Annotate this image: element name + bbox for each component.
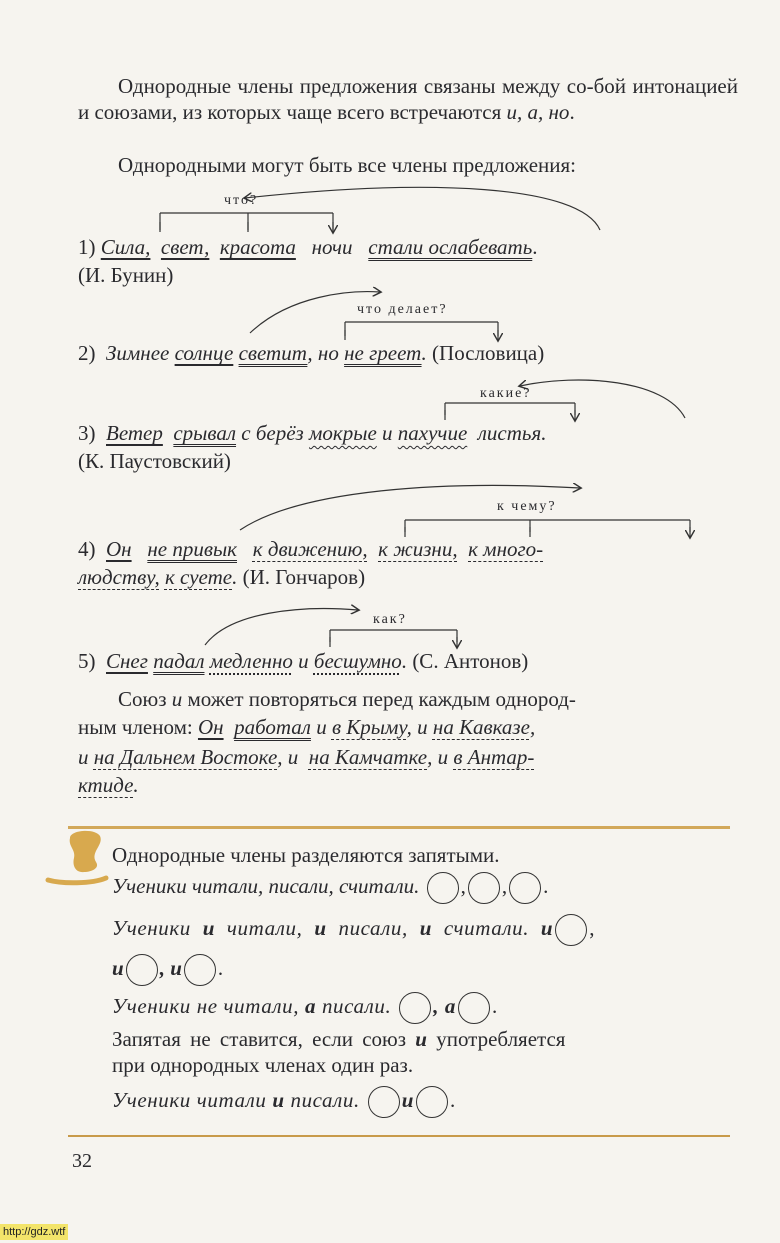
ex3-word: листья. [477,421,547,445]
ex1-author: (И. Бунин) [78,263,174,287]
rule-conj: и [202,915,216,940]
ex3-word: пахучие [397,421,468,445]
circle-icon [184,954,216,986]
ex4-word: к движению, [252,537,368,561]
rule-conj: и [112,955,124,980]
rule-example-2-line-2: и , и . [112,954,223,986]
circle-icon [399,992,431,1024]
ex4-word: к много- [468,537,544,561]
rule-conj: а [304,993,317,1018]
circle-icon [468,872,500,904]
ex1-word: ночи [311,235,353,259]
ex4-period: . [232,565,238,589]
rule-example-3: Ученики не читали, а писали. , а . [112,992,498,1024]
ex2-word: солнце [174,341,234,365]
ex5-author: (С. Антонов) [412,649,529,673]
union-predicate: работал [234,715,311,739]
rule-conj: и [540,915,554,940]
ex2-question: что делает? [357,302,448,317]
rule-title: Однородные члены разделяются запятыми. [112,843,500,867]
union-adverbial: в Крыму [331,715,407,739]
union-text: может повторяться перед каждым однород- [182,687,576,711]
union-adverbial: в Антар- [453,745,535,769]
ex5-word: бесшумно [313,649,402,673]
ex5-word: и [298,649,309,673]
ex1-question: что? [224,193,259,208]
union-period: . [133,773,139,797]
union-conj: и [171,687,183,711]
ex3-word: с берёз [241,421,304,445]
union-conj: , и [406,715,428,739]
watermark-link[interactable]: http://gdz.wtf [0,1224,68,1240]
ex5-word: падал [153,649,205,673]
ex5-number: 5) [78,649,96,673]
ex2-word: не греет [344,341,422,365]
union-adverbial: на Дальнем Востоке [93,745,278,769]
circle-icon [427,872,459,904]
ex3-number: 3) [78,421,96,445]
ex5-word: Снег [106,649,148,673]
intro-paragraph-2: Однородными могут быть все члены предложения: [118,153,576,177]
rule-text: писали. [321,993,392,1018]
circle-icon [368,1086,400,1118]
rule-text: Запятая не ставится, если союз [112,1027,407,1051]
rule-example-2: Ученики и читали, и писали, и считали. и , [112,914,595,946]
ex3-word: Ветер [106,421,163,445]
ex1-word: свет, [160,235,210,259]
rule-conj: , а [433,993,456,1018]
rule-conj: и [314,915,327,940]
ex4-number: 4) [78,537,96,561]
rule-text: Ученики не читали, [112,993,300,1018]
ex2-word: светит [238,341,308,365]
ex3-author: (К. Паустовский) [78,449,231,473]
ex1-word: Сила, [100,235,151,259]
ex2-period: . [421,341,427,365]
ex3-question: какие? [480,386,532,401]
union-subject: Он [197,715,224,739]
rule-note-line-1 [112,1026,565,1052]
rule-text: Ученики читали, писали, считали. [112,873,420,898]
union-conj: и [316,715,327,739]
union-text: Союз [118,687,172,711]
rule-conj: и [419,915,432,940]
intro-text: Однородные члены предложения связаны между со-бой интонацией и союзами, из которых чаще всего встречаются [78,74,738,124]
ex1-period: . [532,235,538,259]
union-comma: , [529,715,536,739]
rule-example-1: Ученики читали, писали, считали. , , . [112,872,548,904]
ex4-question: к чему? [497,499,557,514]
ex4-author: (И. Гончаров) [242,565,366,589]
union-adverbial: ктиде [78,773,134,797]
rule-text: писали, [338,915,408,940]
ex2-number: 2) [78,341,96,365]
ex4-word: людству, [78,565,160,589]
ex1-predicate: стали ослабевать [368,235,533,259]
union-conj: и [78,745,89,769]
circle-icon [509,872,541,904]
union-conj: , и [277,745,299,769]
rule-note-line-2: при однородных членах один раз. [112,1053,414,1077]
ex5-question: как? [373,612,407,627]
rule-conj: , и [159,955,182,980]
ex4-word: к жизни, [378,537,458,561]
rule-text: Ученики читали [112,1087,267,1112]
ex3-word: срывал [173,421,237,445]
rule-conj: и [401,1087,414,1112]
ex2-word: , но [307,341,339,365]
ex5-word: медленно [209,649,293,673]
intro-period: . [569,100,575,124]
circle-icon [416,1086,448,1118]
rule-text: употребляется [436,1027,566,1051]
ex2-word: Зимнее [106,341,170,365]
rule-example-4: Ученики читали и писали. и . [112,1086,456,1118]
ex4-word: не привык [147,537,237,561]
rule-text: Ученики [112,915,191,940]
ex1-number: 1) [78,235,96,259]
ex4-word: к суете [164,565,233,589]
rule-text: читали, [226,915,303,940]
rule-conj: и [272,1087,285,1112]
ex1-word: красота [219,235,296,259]
union-adverbial: на Кавказе [432,715,530,739]
rule-text: считали. [443,915,530,940]
circle-icon [126,954,158,986]
rule-text: писали. [290,1087,360,1112]
circle-icon [555,914,587,946]
page-number: 32 [72,1150,92,1172]
ex3-word: и [382,421,393,445]
circle-icon [458,992,490,1024]
ex4-word: Он [106,537,132,561]
union-adverbial: на Камчатке [308,745,428,769]
ex3-word: мокрые [309,421,377,445]
intro-conjunctions: и, а, но [506,100,570,124]
ex2-author: (Пословица) [432,341,545,365]
rule-conj: и [415,1027,427,1051]
rule-bottom-divider [68,1135,730,1137]
union-conj: , и [427,745,449,769]
union-text: ным членом: [78,715,198,739]
ex5-period: . [401,649,408,673]
